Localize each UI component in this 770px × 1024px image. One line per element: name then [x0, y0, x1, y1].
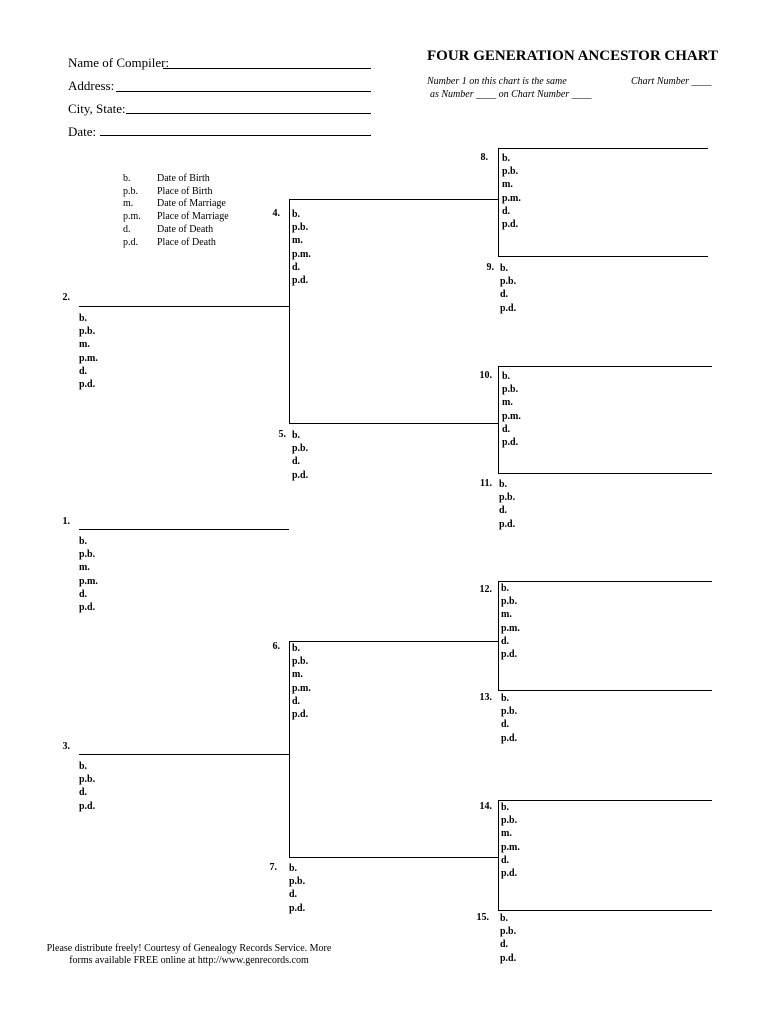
field-label: p.d.	[501, 732, 518, 744]
field-label: p.m.	[501, 841, 520, 853]
field-label: b.	[499, 479, 508, 490]
person-4-number: 4.	[272, 208, 280, 219]
field-label: p.m.	[79, 352, 98, 364]
bracket-7	[498, 800, 499, 911]
field-label: d.	[79, 787, 88, 799]
person-3-number: 3.	[62, 741, 70, 752]
field-label: m.	[501, 609, 512, 621]
field-label: p.d.	[79, 602, 96, 614]
legend-abbr: m.	[123, 198, 134, 210]
field-label: p.d.	[289, 902, 306, 914]
person-15-name-line[interactable]	[498, 910, 712, 911]
field-label: p.d.	[79, 800, 96, 812]
legend-meaning: Date of Death	[157, 223, 214, 235]
field-label: b.	[292, 643, 301, 654]
field-label: m.	[292, 235, 303, 247]
field-label: d.	[292, 261, 301, 273]
field-label: m.	[79, 562, 90, 574]
person-12-number: 12.	[479, 584, 492, 595]
footer-line-2: forms available FREE online at http://www.genrecords.com	[69, 955, 309, 966]
person-14-number: 14.	[479, 801, 492, 812]
field-label: d.	[499, 505, 508, 517]
field-label: m.	[501, 828, 512, 840]
bracket-5	[498, 366, 499, 474]
legend-abbr: p.m.	[123, 211, 141, 223]
chart-note-line1: Number 1 on this chart is the same	[427, 76, 567, 87]
person-2-name-line[interactable]	[79, 306, 289, 307]
person-10-number: 10.	[479, 370, 492, 381]
legend-meaning: Date of Marriage	[157, 198, 226, 210]
compiler-field[interactable]	[163, 68, 371, 69]
field-label: b.	[501, 802, 510, 813]
person-10-fields	[502, 370, 521, 449]
field-label: p.d.	[79, 379, 96, 391]
person-6-name-line[interactable]	[289, 641, 499, 642]
field-label: p.d.	[292, 275, 309, 287]
chart-title: FOUR GENERATION ANCESTOR CHART	[427, 48, 719, 64]
field-label: p.m.	[501, 622, 520, 634]
chart-note-line2: as Number ____ on Chart Number ____	[430, 89, 592, 100]
field-label: b.	[502, 371, 511, 382]
compiler-label: Name of Compiler:	[68, 55, 170, 70]
bracket-4	[498, 148, 499, 257]
address-field[interactable]	[116, 91, 371, 92]
field-label: p.m.	[292, 248, 311, 260]
person-3-name-line[interactable]	[79, 754, 289, 755]
field-label: b.	[501, 583, 510, 594]
person-12-fields	[501, 582, 520, 661]
city-state-field[interactable]	[126, 113, 371, 114]
field-label: d.	[500, 939, 509, 951]
person-11-name-line[interactable]	[498, 473, 712, 474]
field-label: b.	[292, 209, 301, 220]
field-label: m.	[79, 339, 90, 351]
person-15-fields	[500, 912, 516, 965]
person-9-fields	[500, 262, 516, 315]
field-label: b.	[289, 863, 298, 874]
bracket-2	[289, 199, 290, 424]
person-8-name-line[interactable]	[498, 148, 708, 149]
person-8-number: 8.	[480, 152, 488, 163]
field-label: p.b.	[501, 706, 518, 718]
field-label: d.	[501, 719, 510, 731]
person-12-name-line[interactable]	[498, 581, 712, 582]
person-6-fields	[292, 642, 311, 721]
field-label: p.d.	[500, 302, 517, 314]
person-7-name-line[interactable]	[289, 857, 499, 858]
person-4-fields	[292, 208, 311, 287]
field-label: b.	[79, 313, 88, 324]
field-label: b.	[500, 913, 509, 924]
field-label: p.d.	[502, 219, 519, 231]
legend-meanings	[157, 173, 229, 249]
field-label: p.b.	[79, 326, 96, 338]
person-5-fields	[292, 429, 308, 482]
person-9-number: 9.	[486, 262, 494, 273]
legend-abbreviations	[123, 173, 141, 249]
legend-abbr: p.b.	[123, 185, 138, 197]
field-label: p.b.	[501, 815, 518, 827]
field-label: m.	[292, 669, 303, 681]
field-label: p.b.	[289, 876, 306, 888]
field-label: p.b.	[499, 492, 516, 504]
field-label: p.m.	[502, 192, 521, 204]
field-label: d.	[79, 365, 88, 377]
person-1-name-line[interactable]	[79, 529, 289, 530]
person-11-fields	[499, 478, 515, 531]
legend-abbr: p.d.	[123, 236, 138, 248]
bracket-6	[498, 581, 499, 691]
person-13-fields	[501, 692, 517, 745]
field-label: p.d.	[292, 709, 309, 721]
person-13-number: 13.	[479, 692, 492, 703]
field-label: d.	[289, 889, 298, 901]
field-label: p.b.	[500, 926, 517, 938]
field-label: p.b.	[79, 549, 96, 561]
field-label: p.d.	[499, 518, 516, 530]
field-label: b.	[502, 153, 511, 164]
field-label: p.b.	[500, 276, 517, 288]
field-label: p.b.	[502, 166, 519, 178]
person-2-number: 2.	[62, 292, 70, 303]
field-label: p.m.	[292, 682, 311, 694]
person-13-name-line[interactable]	[498, 690, 712, 691]
person-7-number: 7.	[269, 862, 277, 873]
legend-meaning: Place of Death	[157, 236, 216, 248]
person-3-fields	[79, 760, 95, 813]
person-15-number: 15.	[476, 912, 489, 923]
footer-line-1: Please distribute freely! Courtesy of Genealogy Records Service. More	[46, 943, 332, 954]
person-5-number: 5.	[278, 429, 286, 440]
address-label: Address:	[68, 78, 115, 93]
person-1-fields	[79, 535, 98, 614]
person-6-number: 6.	[272, 641, 280, 652]
date-label: Date:	[68, 124, 97, 139]
person-11-number: 11.	[480, 478, 492, 489]
date-field[interactable]	[100, 135, 371, 136]
field-label: p.b.	[79, 774, 96, 786]
field-label: b.	[501, 693, 510, 704]
field-label: b.	[79, 536, 88, 547]
field-label: p.b.	[502, 384, 519, 396]
person-14-fields	[501, 801, 520, 880]
field-label: d.	[500, 289, 509, 301]
field-label: d.	[501, 635, 510, 647]
person-1-number: 1.	[62, 516, 70, 527]
bracket-3	[289, 641, 290, 858]
legend-abbr: d.	[123, 223, 131, 235]
field-label: p.b.	[501, 596, 518, 608]
person-9-name-line[interactable]	[498, 256, 708, 257]
field-label: p.d.	[501, 649, 518, 661]
field-label: d.	[292, 456, 301, 468]
legend-abbr: b.	[123, 173, 131, 184]
person-7-fields	[289, 862, 305, 915]
field-label: p.m.	[502, 410, 521, 422]
field-label: b.	[500, 263, 509, 274]
person-5-name-line[interactable]	[289, 423, 499, 424]
field-label: d.	[292, 695, 301, 707]
field-label: p.b.	[292, 443, 309, 455]
person-8-fields	[502, 152, 521, 231]
chart-number: Chart Number ____	[631, 76, 712, 87]
person-4-name-line[interactable]	[289, 199, 499, 200]
field-label: p.d.	[502, 437, 519, 449]
field-label: b.	[292, 430, 301, 441]
field-label: d.	[501, 854, 510, 866]
person-14-name-line[interactable]	[498, 800, 712, 801]
field-label: m.	[502, 179, 513, 191]
field-label: p.d.	[501, 868, 518, 880]
legend-meaning: Place of Birth	[157, 185, 213, 197]
field-label: p.d.	[500, 952, 517, 964]
legend-meaning: Date of Birth	[157, 173, 210, 184]
field-label: d.	[502, 205, 511, 217]
person-10-name-line[interactable]	[498, 366, 712, 367]
field-label: m.	[502, 397, 513, 409]
field-label: p.b.	[292, 656, 309, 668]
footer-credit	[45, 943, 333, 967]
field-label: p.b.	[292, 222, 309, 234]
person-2-fields	[79, 312, 98, 391]
field-label: d.	[79, 588, 88, 600]
city-state-label: City, State:	[68, 101, 126, 116]
field-label: p.d.	[292, 469, 309, 481]
field-label: d.	[502, 423, 511, 435]
field-label: p.m.	[79, 575, 98, 587]
field-label: b.	[79, 761, 88, 772]
legend-meaning: Place of Marriage	[157, 211, 229, 223]
